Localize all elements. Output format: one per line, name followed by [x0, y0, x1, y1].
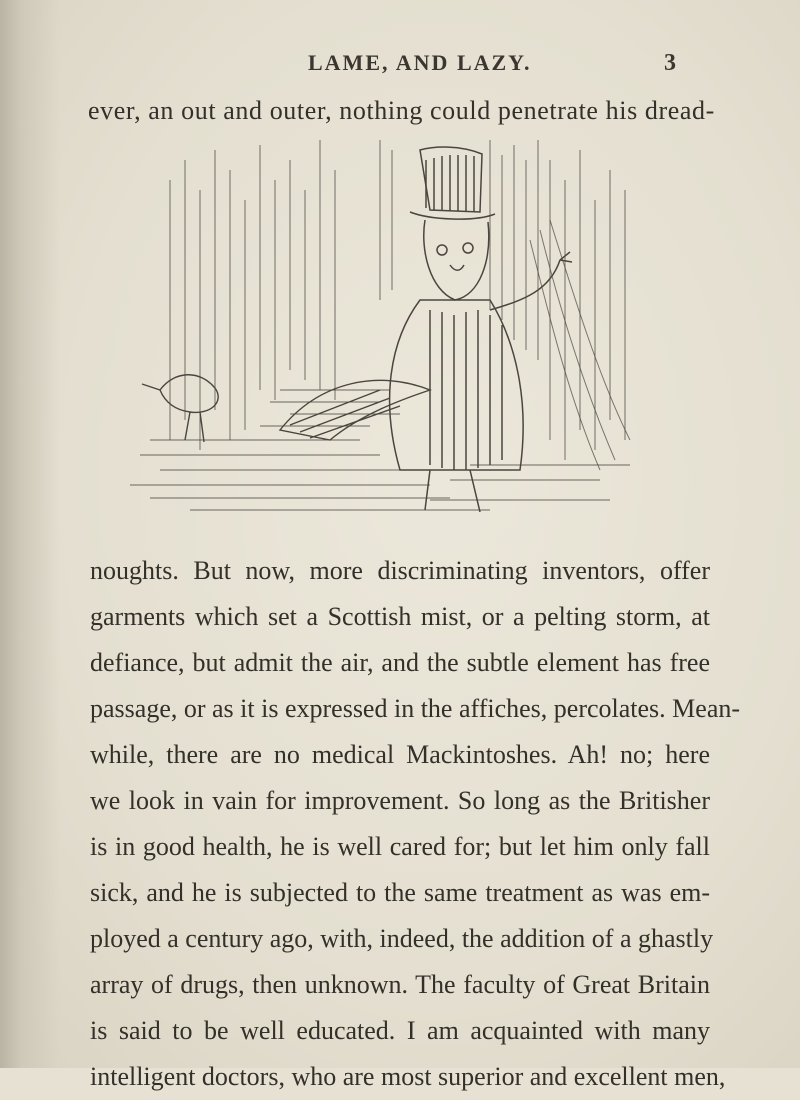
water-lines	[130, 390, 630, 510]
figure-in-top-hat	[390, 147, 572, 512]
text-line: defiance, but admit the air, and the subtle element has free	[90, 648, 710, 677]
text-line: is said to be well educated. I am acquainted with many	[90, 1016, 710, 1045]
umbrella	[280, 380, 430, 440]
text-line: sick, and he is subjected to the same treatment as was em-	[90, 878, 710, 907]
running-title: LAME, AND LAZY.	[308, 50, 532, 75]
rain-figure-illustration	[130, 140, 640, 520]
text-line: passage, or as it is expressed in the affiches, percolates. Mean-	[90, 694, 741, 723]
rain-hatching	[170, 140, 625, 460]
text-line: array of drugs, then unknown. The faculty of Great Britain	[90, 970, 710, 999]
text-line: while, there are no medical Mackintoshes. Ah! no; here	[90, 740, 710, 769]
body-text	[90, 548, 741, 1100]
text-line: garments which set a Scottish mist, or a pelting storm, at	[90, 602, 710, 631]
page-number: 3	[664, 50, 676, 76]
first-text-line: ever, an out and outer, nothing could penetrate his dread-	[88, 96, 715, 125]
text-line: intelligent doctors, who are most superior and excellent men,	[90, 1062, 726, 1091]
text-line: ployed a century ago, with, indeed, the addition of a ghastly	[90, 924, 714, 953]
wading-bird	[142, 375, 218, 442]
text-line: is in good health, he is well cared for; but let him only fall	[90, 832, 710, 861]
gutter-shadow	[0, 0, 60, 1068]
text-line: we look in vain for improvement. So long as the Britisher	[90, 786, 710, 815]
text-line: noughts. But now, more discriminating inventors, offer	[90, 556, 710, 585]
